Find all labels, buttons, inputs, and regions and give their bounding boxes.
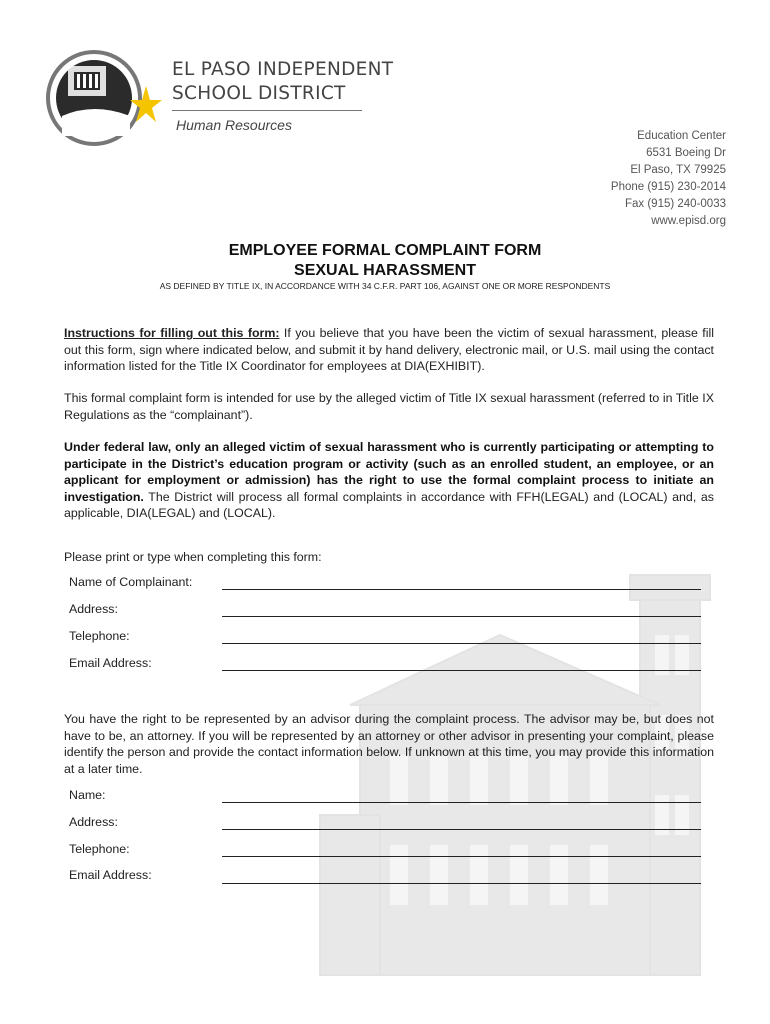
intended-paragraph: This formal complaint form is intended for use by the alleged victim of Title IX sexual harassment (referred to in Title IX Regulations as the “complainant”).: [64, 391, 714, 422]
advisor-telephone-field[interactable]: [222, 856, 701, 857]
org-name-line2: SCHOOL DISTRICT: [172, 83, 346, 104]
complainant-telephone-field[interactable]: [222, 643, 701, 644]
complainant-name-field[interactable]: [222, 589, 701, 590]
advisor-email-label: Email Address:: [69, 868, 152, 882]
org-divider: [172, 110, 362, 111]
advisor-email-field[interactable]: [222, 883, 701, 884]
contact-block: [611, 128, 726, 230]
print-prompt: Please print or type when completing this form:: [64, 550, 322, 564]
instructions-text: If you believe that you have been the victim of sexual harassment, please fill out this form, sign where indicated below, and submit it by hand delivery, electronic mail, or U.S. mail using the contact information listed for the Title IX Coordinator for employees at DIA(EXHIBIT).: [64, 326, 715, 373]
form-title: EMPLOYEE FORMAL COMPLAINT FORM: [228, 242, 542, 259]
federal-law-bold: Under federal law, only an alleged victim of sexual harassment who is currently participating or attempting to participate in the District’s education program or activity (such as an enrolled student, an employee, or an applicant for employment or admission) has the right to use the formal complaint process to initiate an investigation.: [64, 440, 714, 504]
district-logo: [44, 46, 162, 150]
instructions-paragraph: [64, 325, 714, 375]
form-subtitle: SEXUAL HARASSMENT: [294, 262, 476, 279]
contact-line3: El Paso, TX 79925: [630, 164, 726, 176]
contact-fax: Fax (915) 240-0033: [624, 198, 726, 210]
org-name-line1: EL PASO INDEPENDENT: [172, 59, 394, 80]
contact-line1: Education Center: [637, 130, 726, 142]
complainant-email-label: Email Address:: [69, 656, 152, 670]
department-name: Human Resources: [176, 117, 292, 133]
contact-line2: 6531 Boeing Dr: [646, 147, 726, 159]
advisor-paragraph: You have the right to be represented by an advisor during the complaint process. The advisor may be, but does not have to be, an attorney. If you will be represented by an attorney or other advisor in presenting your complaint, please identify the person and provide the contact information below. If unknown at this time, you may provide this information at a later time.: [64, 712, 714, 776]
advisor-address-label: Address:: [69, 815, 118, 829]
instructions-heading: Instructions for filling out this form:: [64, 326, 280, 340]
complainant-telephone-label: Telephone:: [69, 629, 130, 643]
complainant-address-field[interactable]: [222, 616, 701, 617]
complainant-email-field[interactable]: [222, 670, 701, 671]
contact-web: www.episd.org: [651, 215, 726, 227]
advisor-address-field[interactable]: [222, 829, 701, 830]
advisor-name-label: Name:: [69, 788, 106, 802]
federal-law-paragraph: [64, 439, 714, 522]
advisor-name-field[interactable]: [222, 802, 701, 803]
org-name: [172, 58, 393, 106]
federal-law-rest: The District will process all formal complaints in accordance with FFH(LEGAL) and (LOCAL) and, as applicable, DIA(LEGAL) and (LOCAL).: [64, 489, 714, 520]
contact-phone: Phone (915) 230-2014: [610, 181, 726, 193]
complainant-name-label: Name of Complainant:: [69, 575, 193, 589]
complainant-address-label: Address:: [69, 602, 118, 616]
form-definition: AS DEFINED BY TITLE IX, IN ACCORDANCE WITH 34 C.F.R. PART 106, AGAINST ONE OR MORE RESPONDENTS: [159, 281, 611, 291]
advisor-telephone-label: Telephone:: [69, 842, 130, 856]
building-watermark: [300, 555, 770, 1015]
